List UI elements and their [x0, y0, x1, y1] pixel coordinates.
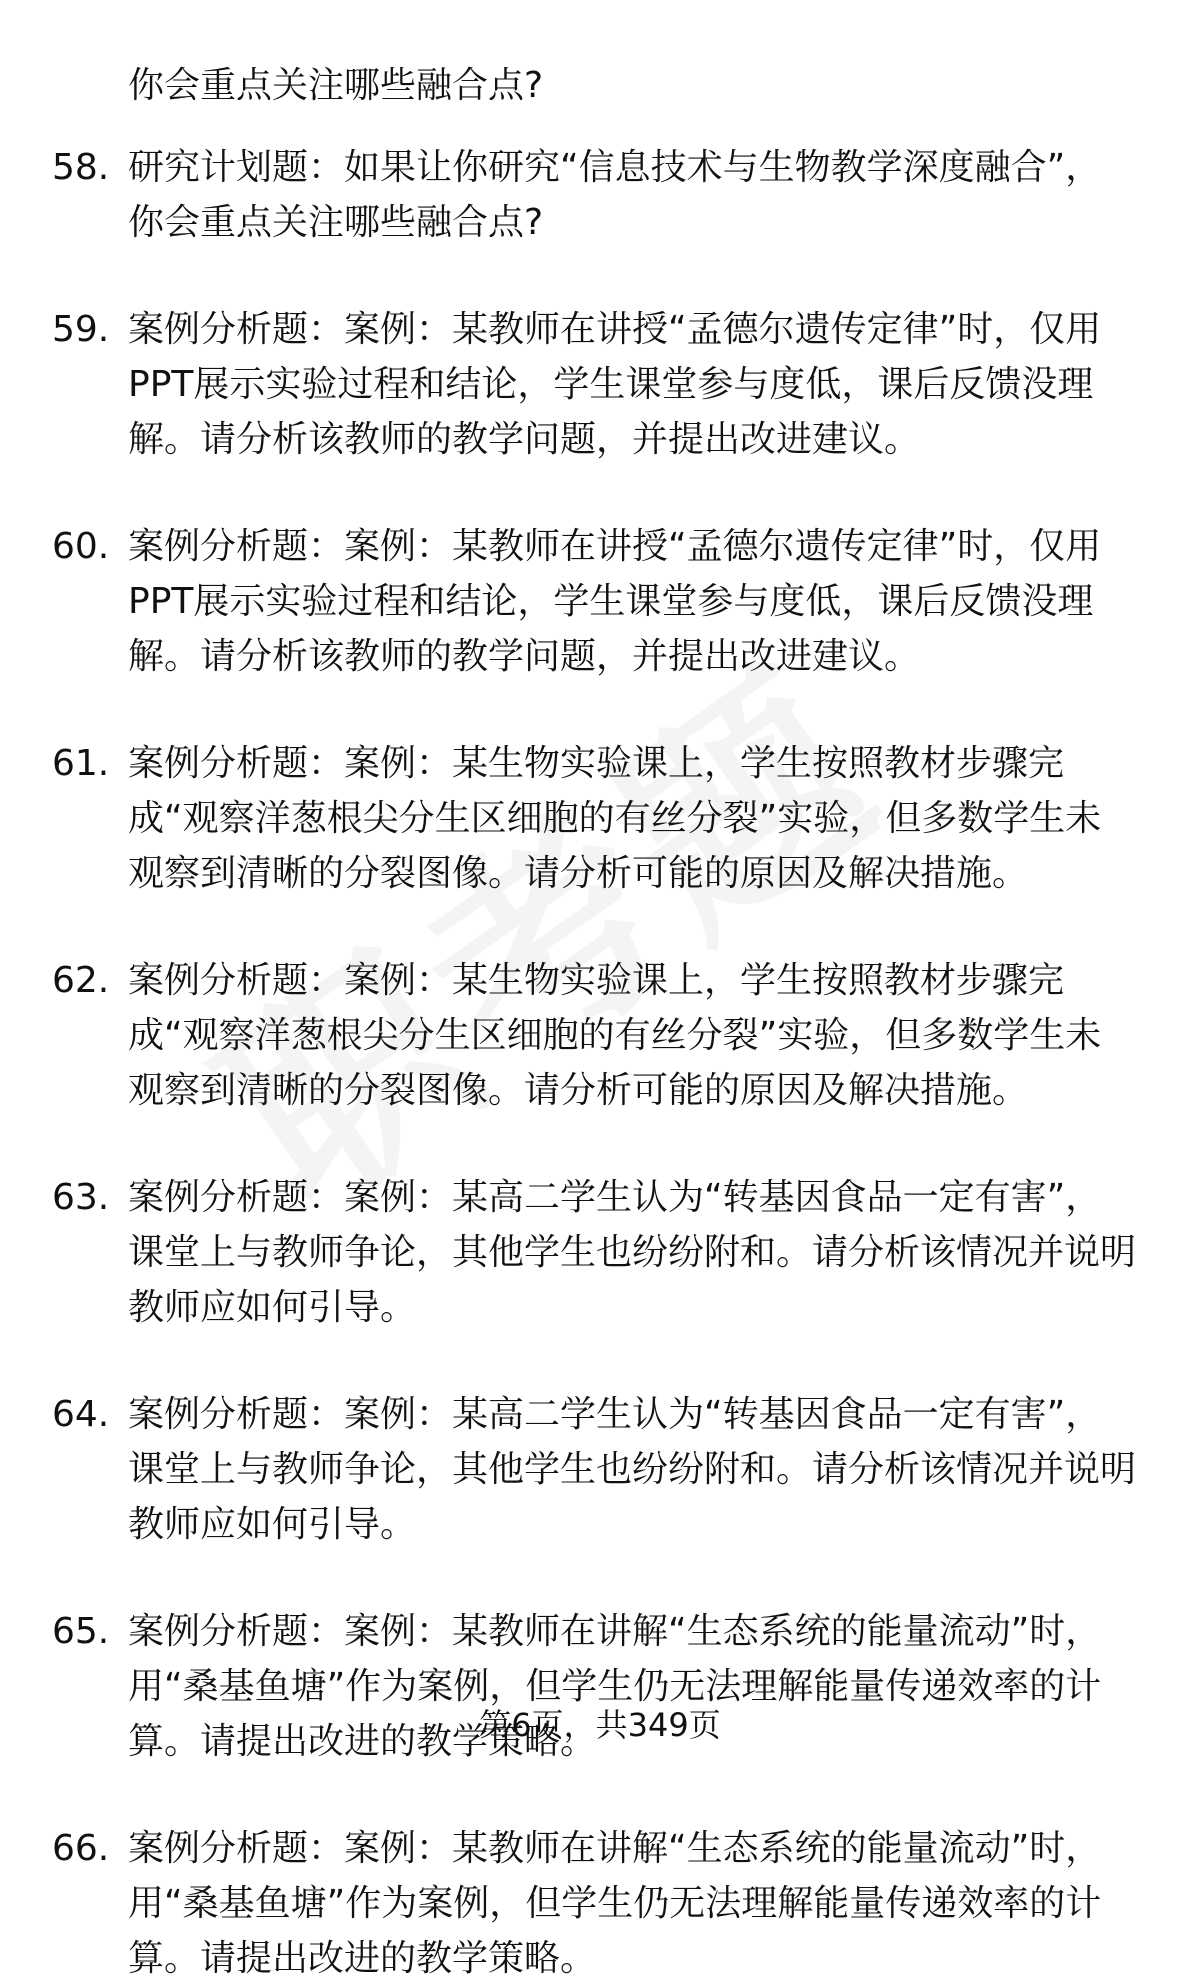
- question-item: [52, 519, 1152, 684]
- question-number: 64.: [52, 1394, 110, 1435]
- question-number: 65.: [52, 1611, 110, 1652]
- question-item: [52, 140, 1152, 250]
- question-line: 用“桑基鱼塘”作为案例，但学生仍无法理解能量传递效率的计: [128, 1666, 1102, 1707]
- question-item: [52, 1387, 1152, 1552]
- question-item: [52, 302, 1152, 467]
- continued-text: 你会重点关注哪些融合点?: [128, 65, 544, 106]
- question-number: 60.: [52, 526, 110, 567]
- question-line: 观察到清晰的分裂图像。请分析可能的原因及解决措施。: [128, 853, 1029, 894]
- question-line: 算。请提出改进的教学策略。: [128, 1721, 597, 1762]
- question-line: 案例分析题：案例：某教师在讲解“生态系统的能量流动”时，: [128, 1828, 1102, 1869]
- question-line: 研究计划题：如果让你研究“信息技术与生物教学深度融合”，: [128, 147, 1102, 188]
- question-line: 课堂上与教师争论，其他学生也纷纷附和。请分析该情况并说明: [128, 1232, 1137, 1273]
- question-line: PPT展示实验过程和结论，学生课堂参与度低，课后反馈没理: [128, 364, 1094, 405]
- question-item: [52, 736, 1152, 901]
- question-number: 66.: [52, 1828, 110, 1869]
- question-line: 观察到清晰的分裂图像。请分析可能的原因及解决措施。: [128, 1070, 1029, 1111]
- question-line: 算。请提出改进的教学策略。: [128, 1938, 597, 1979]
- question-line: 案例分析题：案例：某高二学生认为“转基因食品一定有害”，: [128, 1177, 1102, 1218]
- question-line: 成“观察洋葱根尖分生区细胞的有丝分裂”实验，但多数学生未: [128, 798, 1102, 839]
- question-line: 案例分析题：案例：某教师在讲授“孟德尔遗传定律”时，仅用: [128, 309, 1102, 350]
- question-item: [52, 953, 1152, 1118]
- question-line: 案例分析题：案例：某生物实验课上，学生按照教材步骤完: [128, 960, 1065, 1001]
- question-item: [52, 1821, 1152, 1986]
- question-line: PPT展示实验过程和结论，学生课堂参与度低，课后反馈没理: [128, 581, 1094, 622]
- question-line: 教师应如何引导。: [128, 1287, 417, 1328]
- question-number: 59.: [52, 309, 110, 350]
- question-line: 你会重点关注哪些融合点?: [128, 202, 544, 243]
- question-number: 62.: [52, 960, 110, 1001]
- question-number: 58.: [52, 147, 110, 188]
- question-line: 成“观察洋葱根尖分生区细胞的有丝分裂”实验，但多数学生未: [128, 1015, 1102, 1056]
- question-line: 教师应如何引导。: [128, 1504, 417, 1545]
- question-number: 61.: [52, 743, 110, 784]
- page-footer: 第6页，共349页: [479, 1706, 721, 1744]
- question-item: [52, 1170, 1152, 1335]
- question-line: 解。请分析该教师的教学问题，并提出改进建议。: [128, 419, 921, 460]
- question-line: 课堂上与教师争论，其他学生也纷纷附和。请分析该情况并说明: [128, 1449, 1137, 1490]
- question-line: 案例分析题：案例：某教师在讲授“孟德尔遗传定律”时，仅用: [128, 526, 1102, 567]
- question-line: 案例分析题：案例：某生物实验课上，学生按照教材步骤完: [128, 743, 1065, 784]
- question-line: 案例分析题：案例：某高二学生认为“转基因食品一定有害”，: [128, 1394, 1102, 1435]
- question-line: 案例分析题：案例：某教师在讲解“生态系统的能量流动”时，: [128, 1611, 1102, 1652]
- question-line: 解。请分析该教师的教学问题，并提出改进建议。: [128, 636, 921, 677]
- question-line: 用“桑基鱼塘”作为案例，但学生仍无法理解能量传递效率的计: [128, 1883, 1102, 1924]
- question-number: 63.: [52, 1177, 110, 1218]
